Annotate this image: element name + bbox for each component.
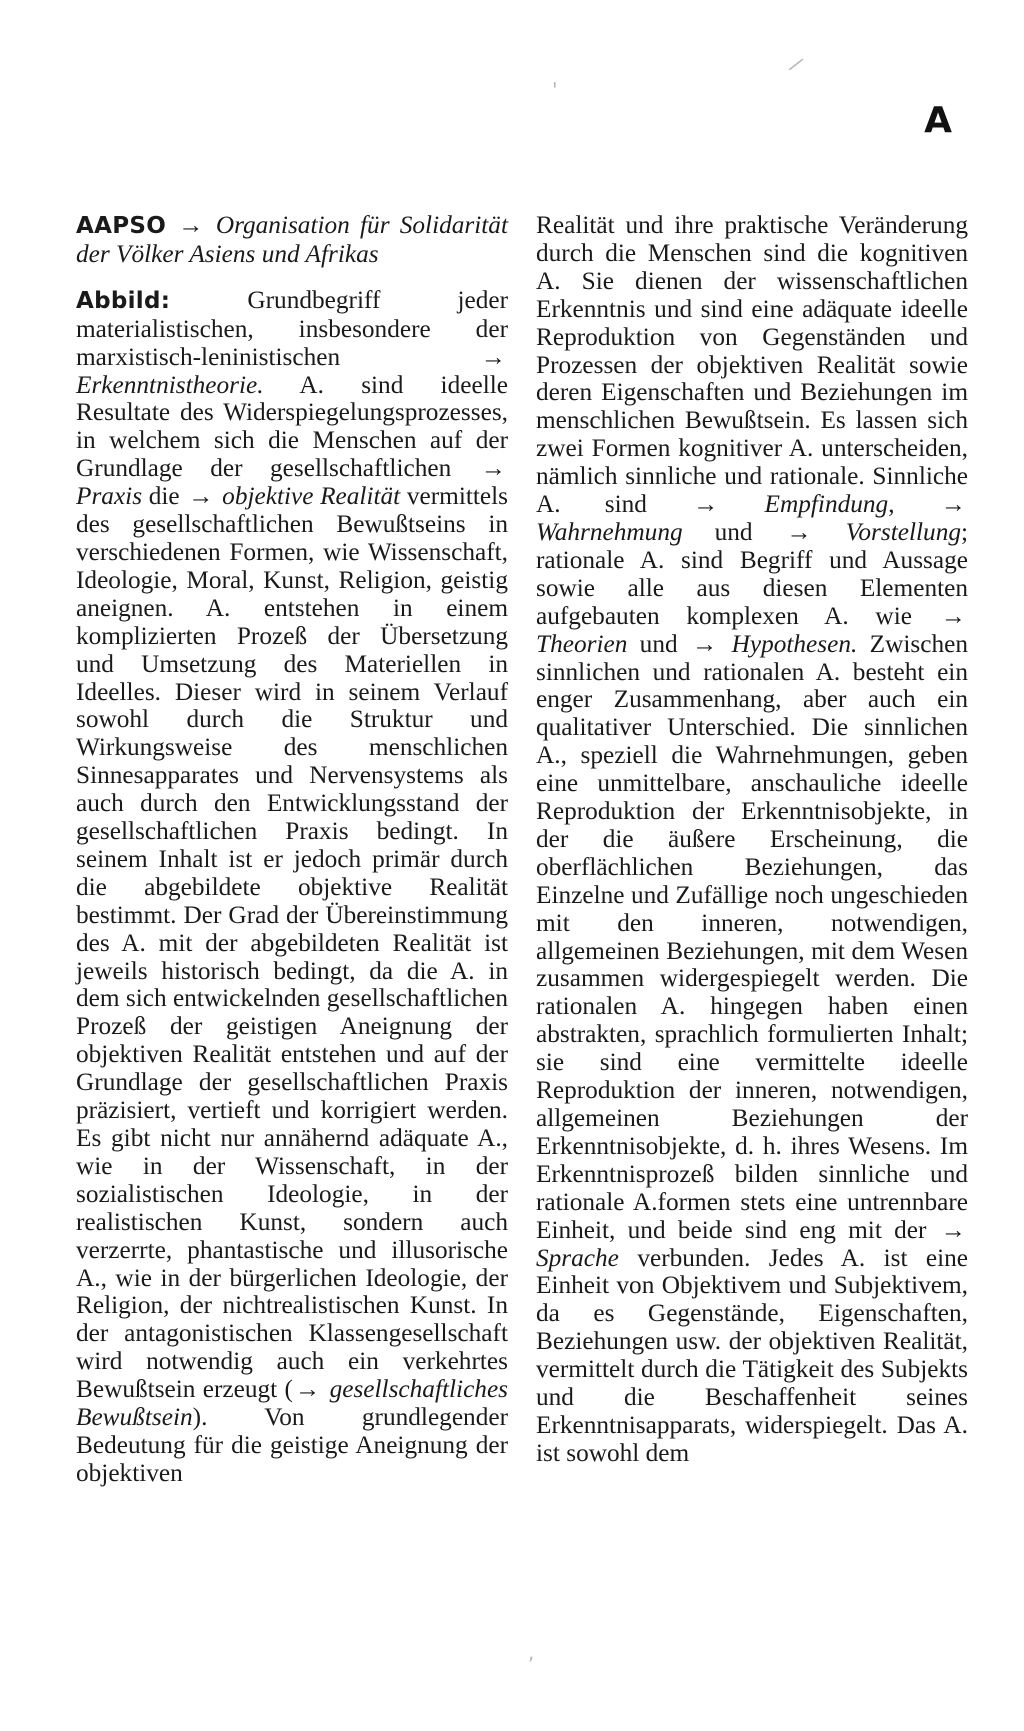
cross-reference-term: Hypothesen. xyxy=(731,629,858,658)
cross-reference-term: Praxis xyxy=(76,482,143,511)
cross-reference-arrow: → xyxy=(693,490,719,519)
entry-text: Realität und ihre praktische Veränderung durch die Menschen sind die kognitiven A. Sie dienen der wissenschaftlichen Erkenntnis und sind eine adäquate ideelle Reproduktion von Gegenständen und Prozessen der objektiven Realität sowie deren Eigenschaften und Beziehungen im menschlichen Bewußtsein. Es lassen sich zwei Formen kognitiver A. unterscheiden, nämlich sinnliche und rationale. Sinnliche A. sind xyxy=(536,211,968,519)
cross-reference-term: Sprache xyxy=(536,1243,619,1272)
scan-speck-mark: ' xyxy=(552,78,558,102)
cross-reference-arrow: → xyxy=(691,629,718,658)
left-column xyxy=(76,212,508,1488)
cross-reference-term: gesellschaftliches Bewußtsein xyxy=(76,1375,509,1432)
entry-text: verbunden. Jedes A. ist eine Einheit von Objektivem und Subjektivem, da es Gegenstände, Eigenschaften, Beziehungen usw. der objektiven Realität, vermittelt durch die Tätigkeit des Subjekts und die Beschaffenheit seines Erkenntnisapparats, widerspiegelt. Das A. ist sowohl dem xyxy=(536,1243,969,1467)
entry-text: vermittels des gesellschaftlichen Bewußtseins in verschiedenen Formen, wie Wissenschaft, Ideologie, Moral, Kunst, Religion, geistig aneignen. A. entstehen in einem komplizierten Prozeß der Übersetzung und Umsetzung des Materiellen in Ideelles. Dieser wird in seinem Verlauf sowohl durch die Struktur und Wirkungsweise des menschlichen Sinnesapparates und Nervensystems als auch durch den Entwicklungsstand der gesellschaftlichen Praxis bedingt. In seinem Inhalt ist er jedoch primär durch die abgebildete objektive Realität bestimmt. Der Grad der Übereinstimmung des A. mit der abgebildeten Realität ist jeweils historisch bedingt, da die A. in dem sich entwickelnden gesellschaftlichen Prozeß der geistigen Aneignung der objektiven Realität entstehen und auf der Grundlage der gesellschaftlichen Praxis präzisiert, vertieft und korrigiert werden. Es gibt nicht nur annähernd adäquate A., wie in der Wissenschaft, in der sozialistischen Ideologie, in der realistischen Kunst, sondern auch verzerrte, phantastische und illusorische A., wie in der bürgerlichen Ideologie, der Religion, der nichtrealistischen Kunst. In der antagonistischen Klassengesellschaft wird notwendig auch ein verkehrtes Bewußtsein erzeugt ( xyxy=(76,482,509,1404)
scan-speck-mark: , xyxy=(528,1640,535,1664)
cross-reference-arrow: → xyxy=(940,490,966,519)
scan-speck-mark: / xyxy=(786,52,807,76)
entry-body xyxy=(76,286,508,1487)
entry-text: ; rationale A. sind Begriff und Aussage sowie alle aus diesen Elementen aufgebauten komplexen A. wie xyxy=(536,517,969,630)
entry-text: und xyxy=(714,517,753,546)
entry-text: ). Von grundlegender Bedeutung für die geistige Aneignung der objektiven xyxy=(76,1403,508,1487)
cross-reference-arrow: → xyxy=(480,342,506,371)
entry-text: , xyxy=(888,490,895,519)
cross-reference-term: objektive Realität xyxy=(222,482,401,511)
cross-reference-arrow: → xyxy=(940,1215,966,1244)
cross-reference-term: Organisation für Solidarität der Völker Asiens und Afrikas xyxy=(76,211,508,268)
entry-text: Zwischen sinnlichen und rationalen A. besteht ein enger Zusammenhang, aber auch ein qualitativer Unterschied. Die sinnlichen A., speziell die Wahrnehmungen, geben eine unmittelbare, anschauliche ideelle Reproduktion der Erkenntnisobjekte, in der die äußere Erscheinung, die oberflächlichen Beziehungen, das Einzelne und Zufällige noch ungeschieden mit den inneren, notwendigen, allgemeinen Beziehungen, mit dem Wesen zusammen widergespiegelt werden. Die rationalen A. hingegen haben einen abstrakten, sprachlich formulierten Inhalt; sie sind eine vermittelte ideelle Reproduktion der inneren, notwendigen, allgemeinen Beziehungen der Erkenntnisobjekte, d. h. ihres Wesens. Im Erkenntnisprozeß bilden sinnliche und rationale A.formen stets eine untrennbare Einheit, und beide sind eng mit der xyxy=(536,629,969,1244)
entry-body xyxy=(536,211,968,1467)
cross-reference-term: Vorstellung xyxy=(845,517,961,546)
entry-text: Grundbegriff jeder materialistischen, insbesondere der marxistisch-leninistischen xyxy=(76,285,509,371)
dictionary-entry xyxy=(76,212,508,269)
cross-reference-arrow: → xyxy=(178,211,204,239)
cross-reference-arrow: → xyxy=(940,601,966,630)
cross-reference-term: Wahrnehmung xyxy=(536,517,683,546)
entry-text: die xyxy=(148,482,180,511)
dictionary-entry xyxy=(76,287,508,1488)
cross-reference-arrow: → xyxy=(188,482,214,511)
cross-reference-term: Theorien xyxy=(536,629,628,658)
entry-headword: Abbild: xyxy=(76,287,171,314)
entry-headword: AAPSO xyxy=(76,213,167,239)
cross-reference-term: Erkenntnistheorie. xyxy=(76,370,264,399)
cross-reference-arrow: → xyxy=(786,517,812,546)
entry-text: A. sind ideelle Resultate des Widerspiegelungsprozesses, in welchem sich die Menschen auf der Grundlage der gesellschaftlichen xyxy=(76,370,508,483)
cross-reference-arrow: → xyxy=(294,1375,321,1404)
right-column xyxy=(536,212,968,1468)
cross-reference-term: Empfindung xyxy=(764,490,889,519)
section-letter: A xyxy=(924,100,952,141)
entry-continuation xyxy=(536,212,968,1468)
entry-text: und xyxy=(639,629,678,658)
cross-reference-arrow: → xyxy=(480,454,507,483)
